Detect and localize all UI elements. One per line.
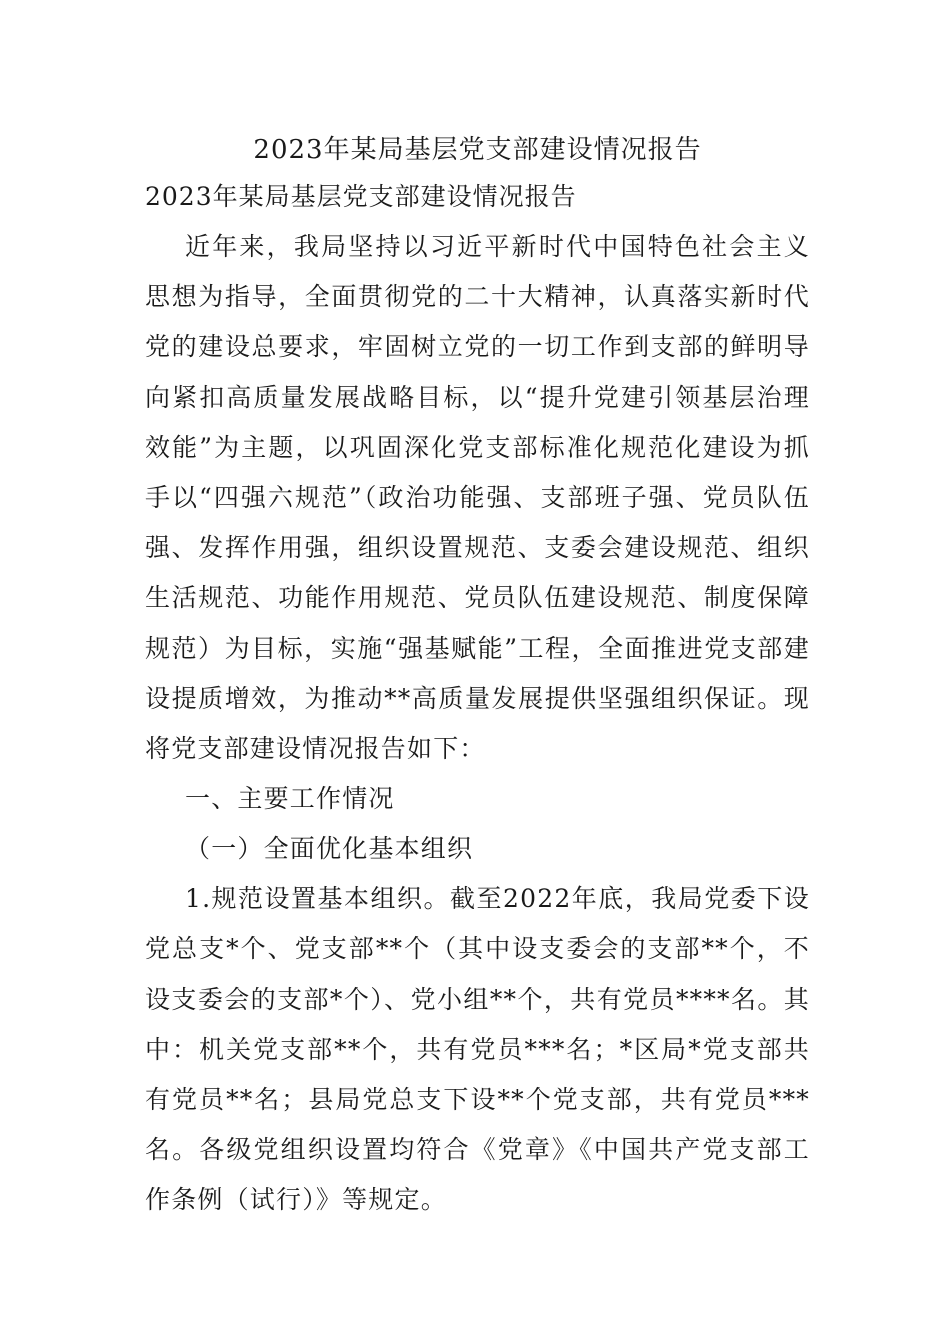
document-page: [145, 128, 810, 1226]
subsection-heading-1: （一）全面优化基本组织: [185, 834, 474, 864]
section-heading-1: 一、主要工作情况: [185, 784, 395, 814]
document-subtitle: 2023年某局基层党支部建设情况报告: [145, 182, 577, 211]
document-title: 2023年某局基层党支部建设情况报告: [253, 135, 702, 165]
item-paragraph-1: 1.规范设置基本组织。截至2022年底，我局党委下设党总支*个、党支部**个（其中设支委会的支部**个，不设支委会的支部*个）、党小组**个，共有党员****名。其中：机关党支部**个，共有党员***名；*区局*党支部共有党员**名；县局党总支下设**个党支部，共有党员***名。各级党组织设置均符合《党章》《中国共产党支部工作条例（试行）》等规定。: [145, 884, 810, 1215]
intro-paragraph: 近年来，我局坚持以习近平新时代中国特色社会主义思想为指导，全面贯彻党的二十大精神，认真落实新时代党的建设总要求，牢固树立党的一切工作到支部的鲜明导向紧扣高质量发展战略目标，以“提升党建引领基层治理效能”为主题，以巩固深化党支部标准化规范化建设为抓手以“四强六规范”（政治功能强、支部班子强、党员队伍强、发挥作用强，组织设置规范、支委会建设规范、组织生活规范、功能作用规范、党员队伍建设规范、制度保障规范）为目标，实施“强基赋能”工程，全面推进党支部建设提质增效，为推动**高质量发展提供坚强组织保证。现将党支部建设情况报告如下：: [145, 232, 810, 764]
